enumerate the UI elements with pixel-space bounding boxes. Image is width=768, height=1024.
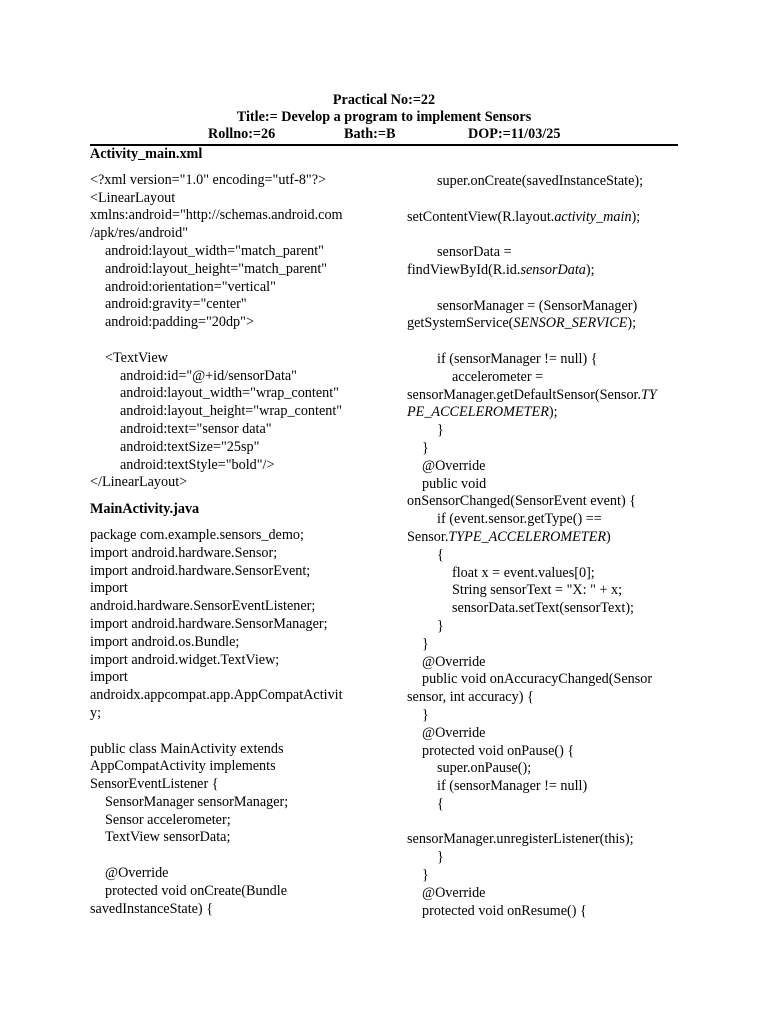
code-line: android.hardware.SensorEventListener; [90, 598, 316, 615]
code-line: <LinearLayout [90, 189, 176, 206]
code-line: } [437, 617, 444, 634]
code-line: Sensor accelerometer; [105, 811, 231, 828]
code-line: } [422, 706, 429, 723]
code-line: import android.os.Bundle; [90, 633, 240, 650]
code-line: setContentView(R.layout.activity_main); [407, 208, 641, 225]
student-info-line [90, 126, 678, 143]
code-line: /apk/res/android" [90, 225, 188, 242]
code-line: android:gravity="center" [105, 296, 247, 313]
code-line: androidx.appcompat.app.AppCompatActivit [90, 687, 343, 704]
code-line: package com.example.sensors_demo; [90, 526, 304, 543]
code-line: sensorManager.unregisterListener(this); [407, 831, 634, 848]
code-line: android:padding="20dp"> [105, 314, 254, 331]
code-line: android:text="sensor data" [120, 420, 272, 437]
code-line: @Override [422, 884, 486, 901]
code-line: android:textStyle="bold"/> [120, 456, 275, 473]
code-line [90, 723, 370, 741]
code-line [407, 814, 692, 832]
code-line: y; [90, 704, 102, 721]
code-line: xmlns:android="http://schemas.android.com [90, 207, 343, 224]
code-line: public void onAccuracyChanged(Sensor [422, 671, 653, 688]
code-line: android:layout_height="match_parent" [105, 260, 328, 277]
code-line: <TextView [105, 349, 168, 366]
code-line: TextView sensorData; [105, 829, 231, 846]
code-line: import android.hardware.Sensor; [90, 544, 278, 561]
code-line [407, 333, 692, 351]
code-line: sensorManager = (SensorManager) [437, 297, 638, 314]
code-line: import android.hardware.SensorManager; [90, 615, 328, 632]
spacer [90, 492, 370, 501]
code-line: super.onCreate(savedInstanceState); [437, 173, 644, 189]
code-line: savedInstanceState) { [90, 900, 214, 917]
code-line: sensorData.setText(sensorText); [452, 600, 634, 617]
code-line: protected void onResume() { [422, 902, 587, 919]
practical-number: Practical No:=22 [332, 92, 436, 108]
code-line [407, 280, 692, 298]
code-line: public class MainActivity extends [90, 740, 284, 757]
code-line: PE_ACCELEROMETER); [407, 404, 558, 421]
code-line: onSensorChanged(SensorEvent event) { [407, 493, 637, 510]
xml-heading: Activity_main.xml [90, 146, 203, 162]
code-line: import [90, 669, 128, 686]
code-line: import [90, 580, 128, 597]
code-line: sensorManager.getDefaultSensor(Sensor.TY [407, 386, 657, 403]
code-line: super.onPause(); [437, 760, 532, 777]
code-line [407, 191, 692, 209]
code-line: if (event.sensor.getType() == [437, 511, 602, 528]
code-line: } [422, 867, 429, 884]
code-line: android:id="@+id/sensorData" [120, 367, 297, 384]
code-line: android:orientation="vertical" [105, 278, 276, 295]
code-line: if (sensorManager != null) { [437, 350, 598, 367]
roll-number: Rollno:=26 [208, 126, 276, 142]
code-line: android:textSize="25sp" [120, 438, 260, 455]
code-line: android:layout_height="wrap_content" [120, 403, 343, 420]
code-line: </LinearLayout> [90, 474, 188, 491]
code-line [90, 332, 370, 350]
code-line: } [422, 439, 429, 456]
code-line: public void [422, 475, 487, 492]
code-line [90, 847, 370, 865]
code-line: @Override [105, 865, 169, 882]
code-line: import android.widget.TextView; [90, 651, 280, 668]
code-line: float x = event.values[0]; [452, 564, 595, 581]
spacer [90, 164, 370, 172]
code-line: { [437, 795, 444, 812]
code-line: <?xml version="1.0" encoding="utf-8"?> [90, 171, 327, 188]
code-line: android:layout_width="match_parent" [105, 242, 324, 259]
code-line: } [422, 635, 429, 652]
java-heading: MainActivity.java [90, 501, 200, 518]
code-line: sensor, int accuracy) { [407, 689, 534, 706]
code-line: SensorEventListener { [90, 776, 219, 793]
code-line: protected void onPause() { [422, 742, 575, 759]
code-line: accelerometer = [452, 368, 544, 385]
code-line: SensorManager sensorManager; [105, 793, 289, 810]
code-line: findViewById(R.id.sensorData); [407, 261, 595, 278]
date-of-practical: DOP:=11/03/25 [468, 126, 561, 142]
code-line: @Override [422, 724, 486, 741]
code-line: getSystemService(SENSOR_SERVICE); [407, 315, 637, 332]
spacer [90, 519, 370, 527]
practical-title: Title:= Develop a program to implement Sensors [236, 109, 532, 125]
code-line: if (sensorManager != null) [437, 778, 588, 795]
code-line [407, 226, 692, 244]
code-line: android:layout_width="wrap_content" [120, 385, 339, 402]
code-line: sensorData = [437, 244, 512, 261]
batch: Bath:=B [344, 126, 396, 142]
code-line: { [437, 546, 444, 563]
right-column [407, 173, 692, 920]
code-line: AppCompatActivity implements [90, 758, 276, 775]
code-line: String sensorText = "X: " + x; [452, 582, 623, 599]
code-line: @Override [422, 457, 486, 474]
code-line: Sensor.TYPE_ACCELEROMETER) [407, 528, 611, 545]
code-line: } [437, 422, 444, 439]
code-line: @Override [422, 653, 486, 670]
code-line: import android.hardware.SensorEvent; [90, 562, 311, 579]
code-line: protected void onCreate(Bundle [105, 882, 288, 899]
code-line: } [437, 849, 444, 866]
left-column [90, 146, 370, 918]
